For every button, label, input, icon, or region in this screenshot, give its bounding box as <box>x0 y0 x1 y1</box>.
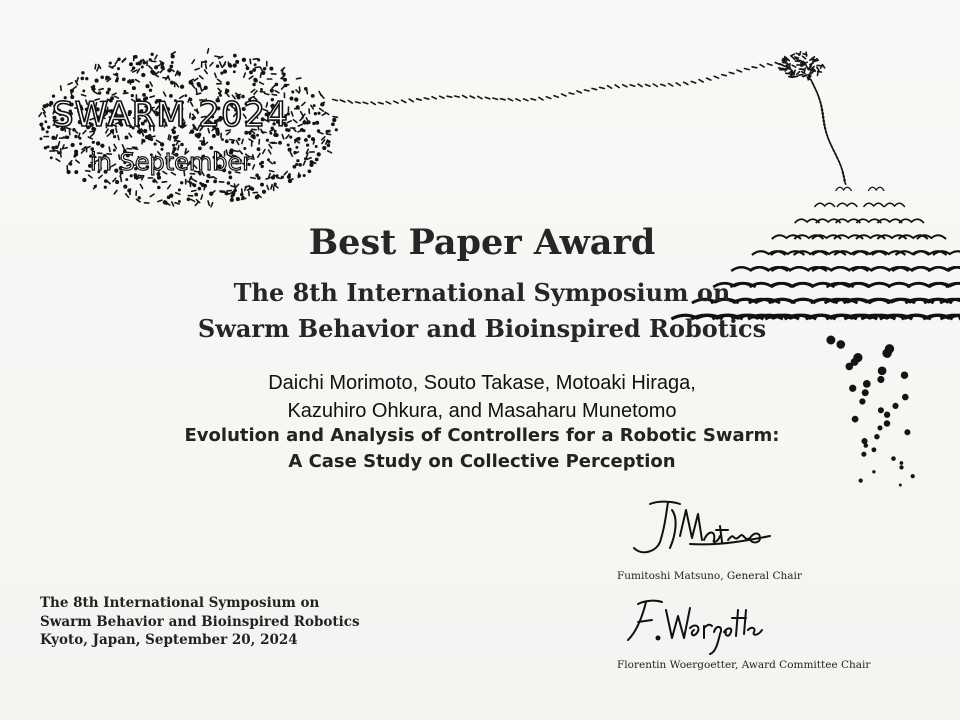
event-info-line2: Swarm Behavior and Bioinspired Robotics <box>40 613 360 630</box>
logo-title: SWARM 2024 <box>52 95 289 135</box>
paper-title-line1: Evolution and Analysis of Controllers for a Robotic Swarm: <box>184 425 780 446</box>
award-title: Best Paper Award <box>308 222 656 263</box>
event-info-line3: Kyoto, Japan, September 20, 2024 <box>40 632 298 648</box>
general-chair-signature <box>620 496 780 566</box>
symposium-name-line1: The 8th International Symposium on <box>233 278 731 307</box>
general-chair-label: Fumitoshi Matsuno, General Chair <box>617 570 802 582</box>
paper-title-line2: A Case Study on Collective Perception <box>288 451 676 472</box>
authors-line2: Kazuhiro Ohkura, and Masaharu Munetomo <box>287 400 677 422</box>
event-info-line1: The 8th International Symposium on <box>40 595 320 611</box>
symposium-name-line2: Swarm Behavior and Bioinspired Robotics <box>197 314 767 343</box>
event-info <box>40 594 360 650</box>
authors-line1: Daichi Morimoto, Souto Takase, Motoaki Hiraga, <box>268 372 696 394</box>
award-chair-signature <box>620 594 770 658</box>
logo-subtitle: in September <box>90 148 253 176</box>
award-chair-label: Florentin Woergoetter, Award Committee Chair <box>617 659 871 671</box>
